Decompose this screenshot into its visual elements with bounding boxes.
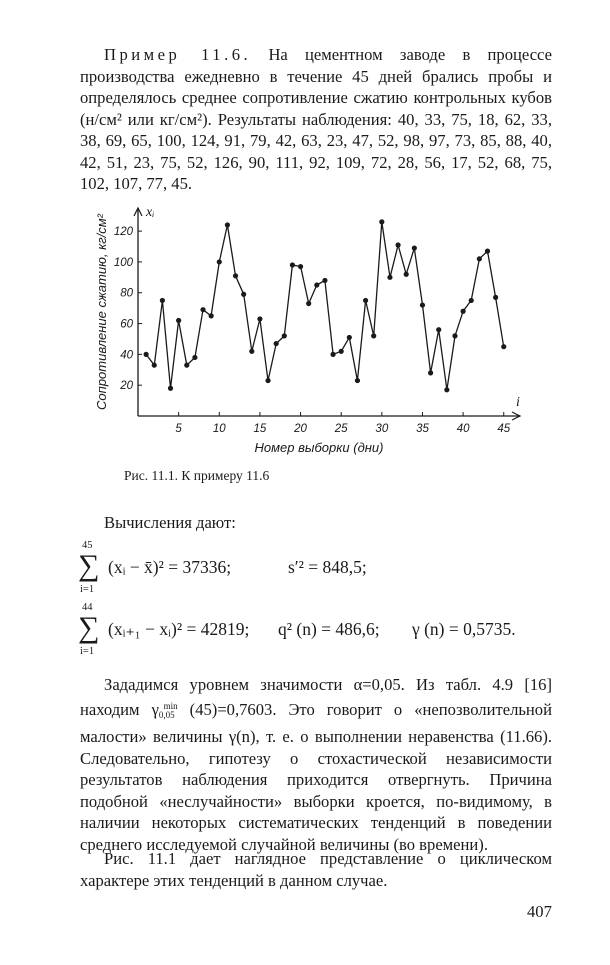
- y-tick-label: 120: [113, 226, 133, 239]
- data-point: [444, 387, 449, 392]
- data-point: [192, 355, 197, 360]
- x-axis-symbol: i: [516, 395, 520, 410]
- gamma-superscript: min: [163, 700, 178, 711]
- x-tick-label: 10: [212, 423, 226, 435]
- x-axis-label: Номер выборки (дни): [254, 440, 384, 455]
- page-number: 407: [527, 902, 552, 921]
- data-point: [379, 219, 384, 224]
- data-point: [355, 378, 360, 383]
- calc-intro-text: Вычисления дают:: [104, 513, 236, 532]
- data-point: [347, 335, 352, 340]
- x-tick-label: 5: [175, 423, 182, 435]
- formula1-expr: (xᵢ − x̄)² = 37336;: [108, 557, 232, 577]
- sum1-upper: 45: [82, 540, 93, 551]
- conclusion-paragraph: [80, 674, 552, 855]
- formula2-expr3: γ (n) = 0,5735.: [412, 619, 516, 639]
- data-point: [322, 278, 327, 283]
- gamma-subscript: 0,05: [158, 709, 175, 720]
- series-line: [146, 222, 504, 390]
- x-tick-label: 15: [253, 423, 267, 435]
- formula2-expr: (xᵢ₊₁ − xᵢ)² = 42819;: [108, 619, 250, 639]
- y-tick-label: 40: [120, 349, 133, 362]
- data-point: [363, 298, 368, 303]
- data-point: [485, 249, 490, 254]
- chart-ticks: [114, 226, 511, 435]
- data-point: [233, 273, 238, 278]
- formula2-expr2: q² (n) = 486,6;: [278, 619, 380, 639]
- intro-paragraph: [80, 44, 552, 195]
- intro-text: На цементном заводе в процессе производства ежедневно в течение 45 дней брались пробы и определялось среднее сопротивление сжатию контрольных кубов (н/см² или кг/см²). Результаты наблюдения: 40, 33, 75, 18, 62, 33, 38, 69, 65, 100, 124, 91, 79, 42, 63, 23, 47, 52, 98, 97, 73, 85, 88, 40, 42, 51, 23, 75, 52, 126, 90, 111, 92, 109, 72, 28, 56, 17, 52, 68, 75, 102, 107, 77, 45.: [80, 45, 552, 193]
- y-axis-label: Сопротивление сжатию, кг/см²: [94, 214, 109, 410]
- x-tick-label: 40: [456, 423, 470, 435]
- sum1-lower: i=1: [80, 584, 95, 595]
- data-point: [217, 259, 222, 264]
- sum2-upper: 44: [82, 602, 93, 613]
- data-point: [200, 307, 205, 312]
- data-point: [428, 370, 433, 375]
- figure-chart: [80, 190, 530, 465]
- example-lead: Пример 11.6.: [104, 45, 252, 64]
- data-point: [306, 301, 311, 306]
- x-tick-label: 20: [294, 423, 307, 435]
- data-point: [257, 316, 262, 321]
- data-point: [452, 333, 457, 338]
- conclusion-part1: Зададимся уровнем значимости α=0,05. Из табл. 4.9 [16] находим γ: [80, 675, 552, 719]
- calc-intro: [80, 512, 552, 534]
- data-point: [160, 298, 165, 303]
- data-point: [412, 245, 417, 250]
- y-tick-label: 80: [120, 287, 133, 300]
- data-point: [209, 313, 214, 318]
- y-tick-label: 20: [120, 380, 133, 393]
- y-tick-label: 60: [120, 318, 133, 331]
- x-tick-label: 30: [375, 423, 389, 435]
- data-point: [314, 282, 319, 287]
- data-point: [184, 363, 189, 368]
- data-point: [395, 242, 400, 247]
- data-point: [339, 349, 344, 354]
- data-point: [152, 363, 157, 368]
- data-point: [290, 262, 295, 267]
- data-point: [469, 298, 474, 303]
- data-point: [225, 222, 230, 227]
- data-point: [387, 275, 392, 280]
- sum2-sign: ∑: [78, 611, 100, 644]
- data-point: [436, 327, 441, 332]
- conclusion-part2: (45)=0,7603. Это говорит о «непозволительной малости» величины γ(n), т. е. о выполнении неравенства (11.66). Следовательно, гипотезу о стохастической независимости результатов наблюдения приходится отвергнуть. Причина подобной «неслучайности» выборки кроется, по-видимому, в наличии некоторых систематических тенденций в поведении среднего исследуемой случайной величины (во времени).: [80, 699, 552, 854]
- formula1-expr2: s′² = 848,5;: [288, 557, 367, 577]
- data-point: [493, 295, 498, 300]
- sum2-lower: i=1: [80, 646, 95, 657]
- x-tick-label: 35: [416, 423, 429, 435]
- data-point: [298, 264, 303, 269]
- data-point: [249, 349, 254, 354]
- data-point: [420, 302, 425, 307]
- x-tick-label: 45: [497, 423, 511, 435]
- y-tick-label: 100: [113, 256, 133, 269]
- data-point: [265, 378, 270, 383]
- closing-paragraph: [80, 848, 552, 891]
- y-axis-symbol: xᵢ: [146, 205, 155, 220]
- data-point: [501, 344, 506, 349]
- data-point: [274, 341, 279, 346]
- data-point: [241, 292, 246, 297]
- data-point: [144, 352, 149, 357]
- chart-series: [144, 219, 507, 392]
- data-point: [371, 333, 376, 338]
- data-point: [404, 272, 409, 277]
- data-point: [461, 309, 466, 314]
- data-point: [477, 256, 482, 261]
- data-point: [282, 333, 287, 338]
- data-point: [176, 318, 181, 323]
- x-tick-label: 25: [334, 423, 348, 435]
- sum1-sign: ∑: [78, 549, 100, 582]
- data-point: [330, 352, 335, 357]
- figure-caption: Рис. 11.1. К примеру 11.6: [124, 468, 270, 483]
- data-point: [168, 386, 173, 391]
- closing-text: Рис. 11.1 дает наглядное представление о циклическом характере этих тенденций в данном случае.: [80, 849, 552, 890]
